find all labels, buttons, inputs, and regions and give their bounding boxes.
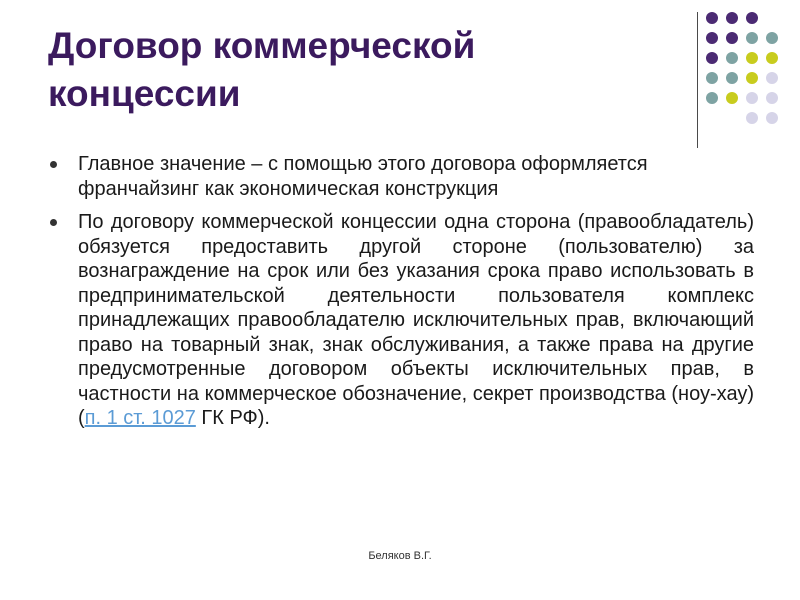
decorative-vertical-line xyxy=(697,12,698,148)
decorative-dot-grid xyxy=(0,0,800,160)
law-reference-link[interactable]: п. 1 ст. 1027 xyxy=(84,407,196,429)
bullet-dot-icon xyxy=(50,219,57,226)
decorative-dot xyxy=(706,52,718,64)
bullet-list xyxy=(48,152,754,440)
decorative-dot xyxy=(706,72,718,84)
decorative-dot xyxy=(766,112,778,124)
decorative-dot xyxy=(726,92,738,104)
bullet-text: Главное значение – с помощью этого договора оформляется франчайзинг как экономическая конструкция xyxy=(78,153,648,200)
decorative-dot xyxy=(746,112,758,124)
decorative-dot xyxy=(746,52,758,64)
decorative-dot xyxy=(726,52,738,64)
decorative-dot xyxy=(766,32,778,44)
decorative-dot xyxy=(726,32,738,44)
decorative-dot xyxy=(706,12,718,24)
bullet-dot-icon xyxy=(50,161,57,168)
decorative-dot xyxy=(706,92,718,104)
footer-author: Беляков В.Г. xyxy=(368,550,432,562)
decorative-dot xyxy=(726,12,738,24)
decorative-dot xyxy=(746,32,758,44)
bullet-item xyxy=(48,152,754,201)
decorative-dot xyxy=(766,52,778,64)
bullet-text: По договору коммерческой концессии одна сторона (правообладатель) обязуется предоставить другой стороне (пользователю) за вознаграждение на срок или без указания срока право использовать в предпринимательской деятельности пользователя комплекс принадлежащих правообладателю исключительных прав, включающий право на товарный знак, знак обслуживания, а также права на другие предусмотренные договором объекты исключительных прав, в частности на коммерческое обозначение, секрет производства (ноу-хау) ( xyxy=(78,211,754,429)
slide-title: Договор коммерческой концессии xyxy=(48,25,476,114)
decorative-dot xyxy=(766,72,778,84)
bullet-text-end: ГК РФ). xyxy=(195,407,270,429)
decorative-dot xyxy=(706,32,718,44)
decorative-dot xyxy=(766,92,778,104)
bullet-item xyxy=(48,210,754,431)
decorative-dot xyxy=(746,12,758,24)
decorative-dot xyxy=(746,72,758,84)
decorative-dot xyxy=(726,72,738,84)
decorative-dot xyxy=(746,92,758,104)
